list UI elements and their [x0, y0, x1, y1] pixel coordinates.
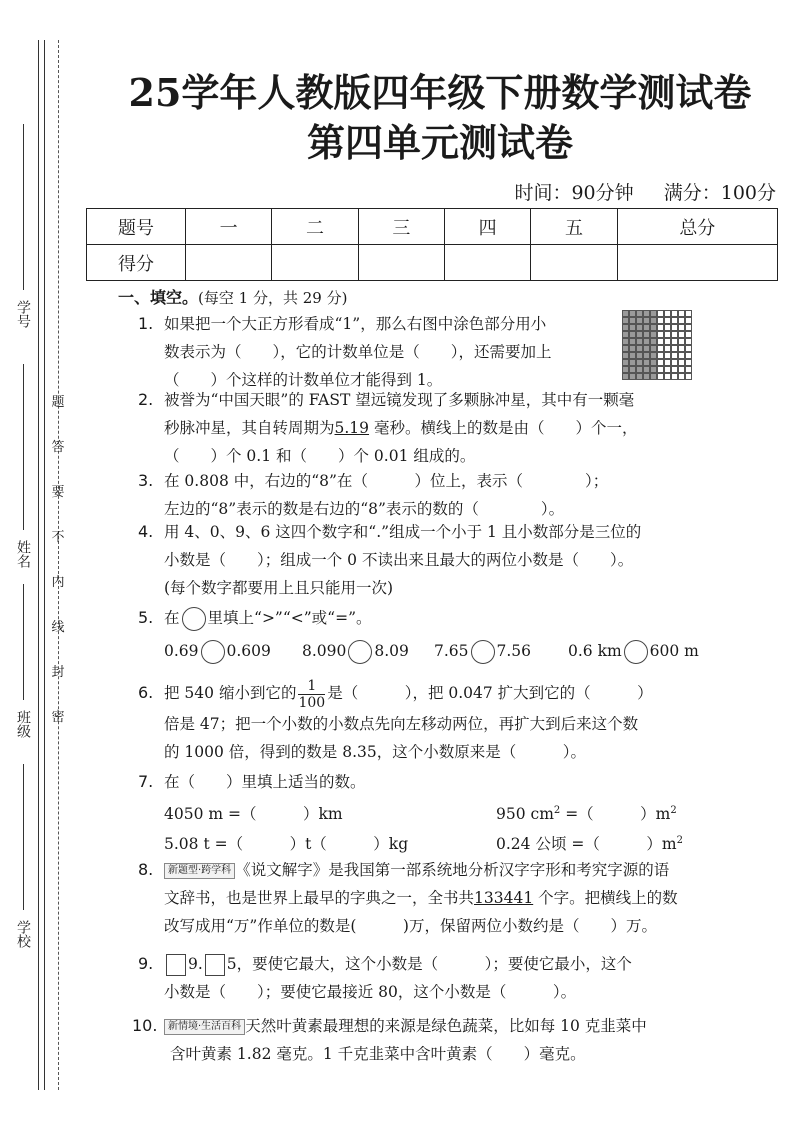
grid-cell	[657, 352, 664, 359]
compare-circle-icon	[182, 607, 206, 631]
section-note: (每空 1 分，共 29 分)	[198, 289, 348, 307]
grid-cell	[664, 324, 671, 331]
conversion-item: 4050 m =（ ）km	[164, 805, 343, 823]
table-cell: 得分	[87, 245, 186, 281]
grid-cell	[657, 359, 664, 366]
grid-cell	[671, 324, 678, 331]
section-title: 一、填空。	[118, 288, 199, 307]
grid-cell	[636, 366, 643, 373]
grid-cell	[643, 310, 650, 317]
grid-cell	[629, 324, 636, 331]
question-text: 小数是（ ）；组成一个 0 不读出来且最大的两位小数是（ ）。	[164, 551, 634, 569]
grid-cell	[636, 352, 643, 359]
digit-box[interactable]	[166, 954, 186, 976]
answer-circle[interactable]	[471, 640, 495, 664]
conversion-item: 5.08 t =（ ）t（ ）kg	[164, 835, 409, 853]
question-text: 个字。把横线上的数	[533, 889, 678, 907]
grid-cell	[636, 345, 643, 352]
grid-cell	[685, 352, 692, 359]
grid-cell	[678, 331, 685, 338]
question-number: 5.	[138, 608, 154, 627]
grid-cell	[671, 373, 678, 380]
hundred-grid-figure	[622, 310, 692, 380]
grid-cell	[650, 310, 657, 317]
grid-cell	[629, 359, 636, 366]
question-text: (每个数字都要用上且只能用一次)	[164, 579, 394, 597]
compare-left: 0.6 km	[568, 642, 622, 660]
question-text: 小数是（ ）；要使它最接近 80，这个小数是（ ）。	[164, 983, 577, 1001]
grid-cell	[685, 373, 692, 380]
grid-cell	[629, 345, 636, 352]
grid-cell	[685, 317, 692, 324]
grid-cell	[664, 373, 671, 380]
digit-box[interactable]	[205, 954, 225, 976]
question-2	[138, 386, 698, 470]
grid-cell	[671, 345, 678, 352]
grid-cell	[643, 324, 650, 331]
fraction-denominator: 100	[298, 694, 326, 711]
grid-cell	[622, 366, 629, 373]
compare-right: 7.56	[496, 642, 532, 660]
seal-char: 内	[51, 575, 65, 590]
grid-cell	[657, 331, 664, 338]
compare-item	[164, 640, 271, 664]
question-text: 数表示为（ ），它的计数单位是（ ），还需要加上	[164, 343, 552, 361]
grid-cell	[678, 352, 685, 359]
fraction	[298, 678, 325, 711]
seal-warning	[50, 395, 66, 755]
binding-line	[38, 40, 39, 1090]
question-text: 左边的“8”表示的数是右边的“8”表示的数的（ ）。	[164, 500, 565, 518]
grid-cell	[664, 345, 671, 352]
question-number: 3.	[138, 471, 154, 490]
grid-cell	[629, 317, 636, 324]
grid-cell	[643, 331, 650, 338]
field-label: 姓名	[15, 540, 31, 568]
grid-cell	[671, 338, 678, 345]
grid-cell	[622, 331, 629, 338]
grid-cell	[657, 317, 664, 324]
grid-cell	[678, 338, 685, 345]
table-cell: 二	[272, 209, 358, 245]
class-line	[10, 580, 36, 700]
question-10	[132, 1012, 692, 1068]
conversion-text: =（ ）m	[560, 805, 671, 823]
grid-cell	[629, 338, 636, 345]
underlined-number: 5.19	[334, 419, 370, 437]
question-text: 是（ ），把 0.047 扩大到它的（ ）	[327, 684, 653, 702]
compare-item	[434, 640, 531, 664]
grid-cell	[657, 338, 664, 345]
answer-circle[interactable]	[201, 640, 225, 664]
score-input-cell[interactable]	[186, 245, 272, 281]
grid-cell	[636, 324, 643, 331]
student-id-field[interactable]	[10, 300, 36, 328]
grid-cell	[622, 352, 629, 359]
exam-subtitle: 第四单元测试卷	[306, 120, 573, 165]
grid-cell	[685, 345, 692, 352]
conversion-item	[496, 802, 677, 824]
grid-cell	[650, 359, 657, 366]
binding-line	[44, 40, 45, 1090]
grid-cell	[643, 352, 650, 359]
compare-right: 600 m	[649, 642, 699, 660]
question-text: 9.	[188, 955, 203, 973]
question-1	[138, 310, 618, 394]
question-text: 天然叶黄素最理想的来源是绿色蔬菜，比如每 10 克韭菜中	[245, 1017, 647, 1035]
question-text: 文辞书，也是世界上最早的字典之一，全书共	[164, 889, 475, 907]
grid-cell	[650, 352, 657, 359]
question-text: 毫秒。横线上的数是由（ ）个一，	[369, 419, 638, 437]
grid-cell	[629, 366, 636, 373]
exam-title: 25学年人教版四年级下册数学测试卷	[128, 70, 752, 115]
table-row	[87, 245, 778, 281]
grid-cell	[636, 331, 643, 338]
grid-cell	[664, 352, 671, 359]
grid-cell	[629, 310, 636, 317]
grid-cell	[678, 359, 685, 366]
name-line	[10, 360, 36, 530]
grid-cell	[657, 373, 664, 380]
compare-left: 7.65	[434, 642, 469, 660]
grid-cell	[657, 310, 664, 317]
seal-char: 线	[51, 620, 65, 635]
grid-cell	[643, 359, 650, 366]
question-number: 2.	[138, 390, 154, 409]
answer-circle[interactable]	[348, 640, 372, 664]
question-text: 的 1000 倍，得到的数是 8.35，这个小数原来是（ ）。	[164, 743, 586, 761]
question-number: 6.	[138, 683, 154, 702]
score-input-cell[interactable]	[358, 245, 444, 281]
grid-cell	[636, 373, 643, 380]
conversion-item	[496, 832, 683, 854]
grid-cell	[664, 359, 671, 366]
question-9	[138, 950, 698, 1006]
compare-item	[302, 640, 409, 664]
school-field[interactable]	[10, 920, 36, 948]
grid-cell	[685, 359, 692, 366]
grid-cell	[671, 331, 678, 338]
grid-cell	[643, 373, 650, 380]
new-question-badge: 新题型·跨学科	[164, 863, 235, 879]
grid-cell	[636, 317, 643, 324]
superscript: 2	[553, 804, 561, 816]
full-score: 满分：100分	[663, 182, 776, 204]
grid-cell	[671, 310, 678, 317]
grid-cell	[664, 331, 671, 338]
question-4	[138, 518, 698, 602]
table-cell: 三	[358, 209, 444, 245]
fraction-numerator: 1	[298, 678, 325, 695]
question-text: 被誉为“中国天眼”的 FAST 望远镜发现了多颗脉冲星，其中有一颗毫	[164, 391, 635, 409]
grid-cell	[622, 359, 629, 366]
question-text: 在	[164, 609, 180, 627]
grid-cell	[664, 317, 671, 324]
grid-cell	[657, 345, 664, 352]
grid-cell	[622, 310, 629, 317]
new-context-badge: 新情境·生活百科	[164, 1019, 245, 1035]
question-7	[138, 768, 698, 796]
score-input-cell[interactable]	[617, 245, 777, 281]
compare-right: 0.609	[226, 642, 271, 660]
student-id-line	[10, 120, 36, 290]
question-text: 含叶黄素 1.82 毫克。1 千克韭菜中含叶黄素（ ）毫克。	[170, 1045, 586, 1063]
exam-meta	[514, 178, 776, 205]
grid-cell	[657, 324, 664, 331]
binding-margin	[0, 0, 80, 1130]
question-text: 《说文解字》是我国第一部系统地分析汉字字形和考究字源的语	[235, 861, 670, 879]
question-number: 10.	[132, 1016, 158, 1035]
compare-left: 0.69	[164, 642, 199, 660]
conversion-text: 950 cm	[496, 805, 554, 823]
score-table	[86, 208, 778, 281]
field-label: 班级	[15, 710, 31, 738]
seal-char: 密	[51, 710, 65, 725]
question-text: 在 0.808 中，右边的“8”在（ ）位上，表示（ ）；	[164, 472, 609, 490]
grid-cell	[622, 324, 629, 331]
section-heading	[118, 285, 347, 308]
question-text: （ ）个这样的计数单位才能得到 1。	[164, 371, 443, 389]
conversion-text: 0.24 公顷 =（ ）m	[496, 835, 677, 853]
grid-cell	[664, 338, 671, 345]
table-cell: 五	[531, 209, 617, 245]
compare-item	[568, 640, 699, 664]
grid-cell	[643, 345, 650, 352]
grid-cell	[622, 373, 629, 380]
grid-cell	[664, 366, 671, 373]
grid-cell	[685, 338, 692, 345]
table-row	[87, 209, 778, 245]
grid-cell	[671, 317, 678, 324]
grid-cell	[678, 366, 685, 373]
grid-cell	[650, 331, 657, 338]
grid-cell	[685, 324, 692, 331]
question-text: （ ）个 0.1 和（ ）个 0.01 组成的。	[164, 447, 476, 465]
grid-cell	[636, 338, 643, 345]
grid-cell	[650, 345, 657, 352]
grid-cell	[685, 366, 692, 373]
grid-cell	[636, 310, 643, 317]
grid-cell	[678, 310, 685, 317]
field-label: 学校	[15, 920, 31, 948]
school-line	[10, 760, 36, 910]
question-text: 用 4、0、9、6 这四个数字和“.”组成一个小于 1 且小数部分是三位的	[164, 523, 642, 541]
grid-cell	[657, 366, 664, 373]
question-number: 8.	[138, 860, 154, 879]
grid-cell	[685, 331, 692, 338]
question-text: 在（ ）里填上适当的数。	[164, 773, 366, 791]
answer-circle[interactable]	[624, 640, 648, 664]
question-text: 秒脉冲星，其自转周期为	[164, 419, 335, 437]
score-input-cell[interactable]	[444, 245, 530, 281]
seal-char: 不	[51, 530, 65, 545]
grid-cell	[622, 338, 629, 345]
question-5	[138, 604, 698, 632]
grid-cell	[685, 310, 692, 317]
grid-cell	[643, 338, 650, 345]
field-label: 学号	[15, 300, 31, 328]
seal-char: 要	[51, 485, 65, 500]
question-number: 9.	[138, 954, 154, 973]
grid-cell	[650, 338, 657, 345]
time-limit: 时间：90分钟	[514, 182, 634, 204]
question-8	[138, 856, 698, 940]
grid-cell	[643, 317, 650, 324]
grid-cell	[650, 373, 657, 380]
grid-cell	[629, 373, 636, 380]
question-text: 把 540 缩小到它的	[164, 684, 297, 702]
grid-cell	[678, 345, 685, 352]
score-input-cell[interactable]	[272, 245, 358, 281]
question-text: 5，要使它最大，这个小数是（ ）；要使它最小，这个	[226, 955, 632, 973]
grid-cell	[650, 366, 657, 373]
seal-char: 答	[51, 440, 65, 455]
grid-cell	[636, 359, 643, 366]
grid-cell	[678, 317, 685, 324]
underlined-number: 133441	[474, 889, 534, 907]
question-number: 4.	[138, 522, 154, 541]
grid-cell	[671, 359, 678, 366]
grid-cell	[622, 317, 629, 324]
class-field[interactable]	[10, 710, 36, 738]
grid-cell	[671, 366, 678, 373]
score-input-cell[interactable]	[531, 245, 617, 281]
table-cell: 总分	[617, 209, 777, 245]
compare-right: 8.09	[374, 642, 409, 660]
superscript: 2	[676, 834, 683, 846]
table-cell: 四	[444, 209, 530, 245]
question-6	[138, 676, 698, 766]
name-field[interactable]	[10, 540, 36, 568]
compare-left: 8.090	[302, 642, 347, 660]
grid-cell	[622, 345, 629, 352]
grid-cell	[650, 317, 657, 324]
seal-char: 题	[51, 395, 65, 410]
grid-cell	[650, 324, 657, 331]
question-number: 7.	[138, 772, 154, 791]
grid-cell	[671, 352, 678, 359]
grid-cell	[678, 324, 685, 331]
grid-cell	[664, 310, 671, 317]
question-text: 如果把一个大正方形看成“1”，那么右图中涂色部分用小	[164, 315, 547, 333]
seal-char: 封	[51, 665, 65, 680]
question-number: 1.	[138, 314, 154, 333]
question-text: 改写成用“万”作单位的数是( )万，保留两位小数约是（ ）万。	[164, 917, 657, 935]
question-3	[138, 467, 698, 523]
grid-cell	[629, 352, 636, 359]
question-text: 倍是 47；把一个小数的小数点先向左移动两位，再扩大到后来这个数	[164, 715, 639, 733]
question-text: 里填上“>”“<”或“=”。	[207, 609, 372, 627]
grid-cell	[643, 366, 650, 373]
superscript: 2	[670, 804, 677, 816]
table-cell: 题号	[87, 209, 186, 245]
grid-cell	[678, 373, 685, 380]
table-cell: 一	[186, 209, 272, 245]
grid-cell	[629, 331, 636, 338]
